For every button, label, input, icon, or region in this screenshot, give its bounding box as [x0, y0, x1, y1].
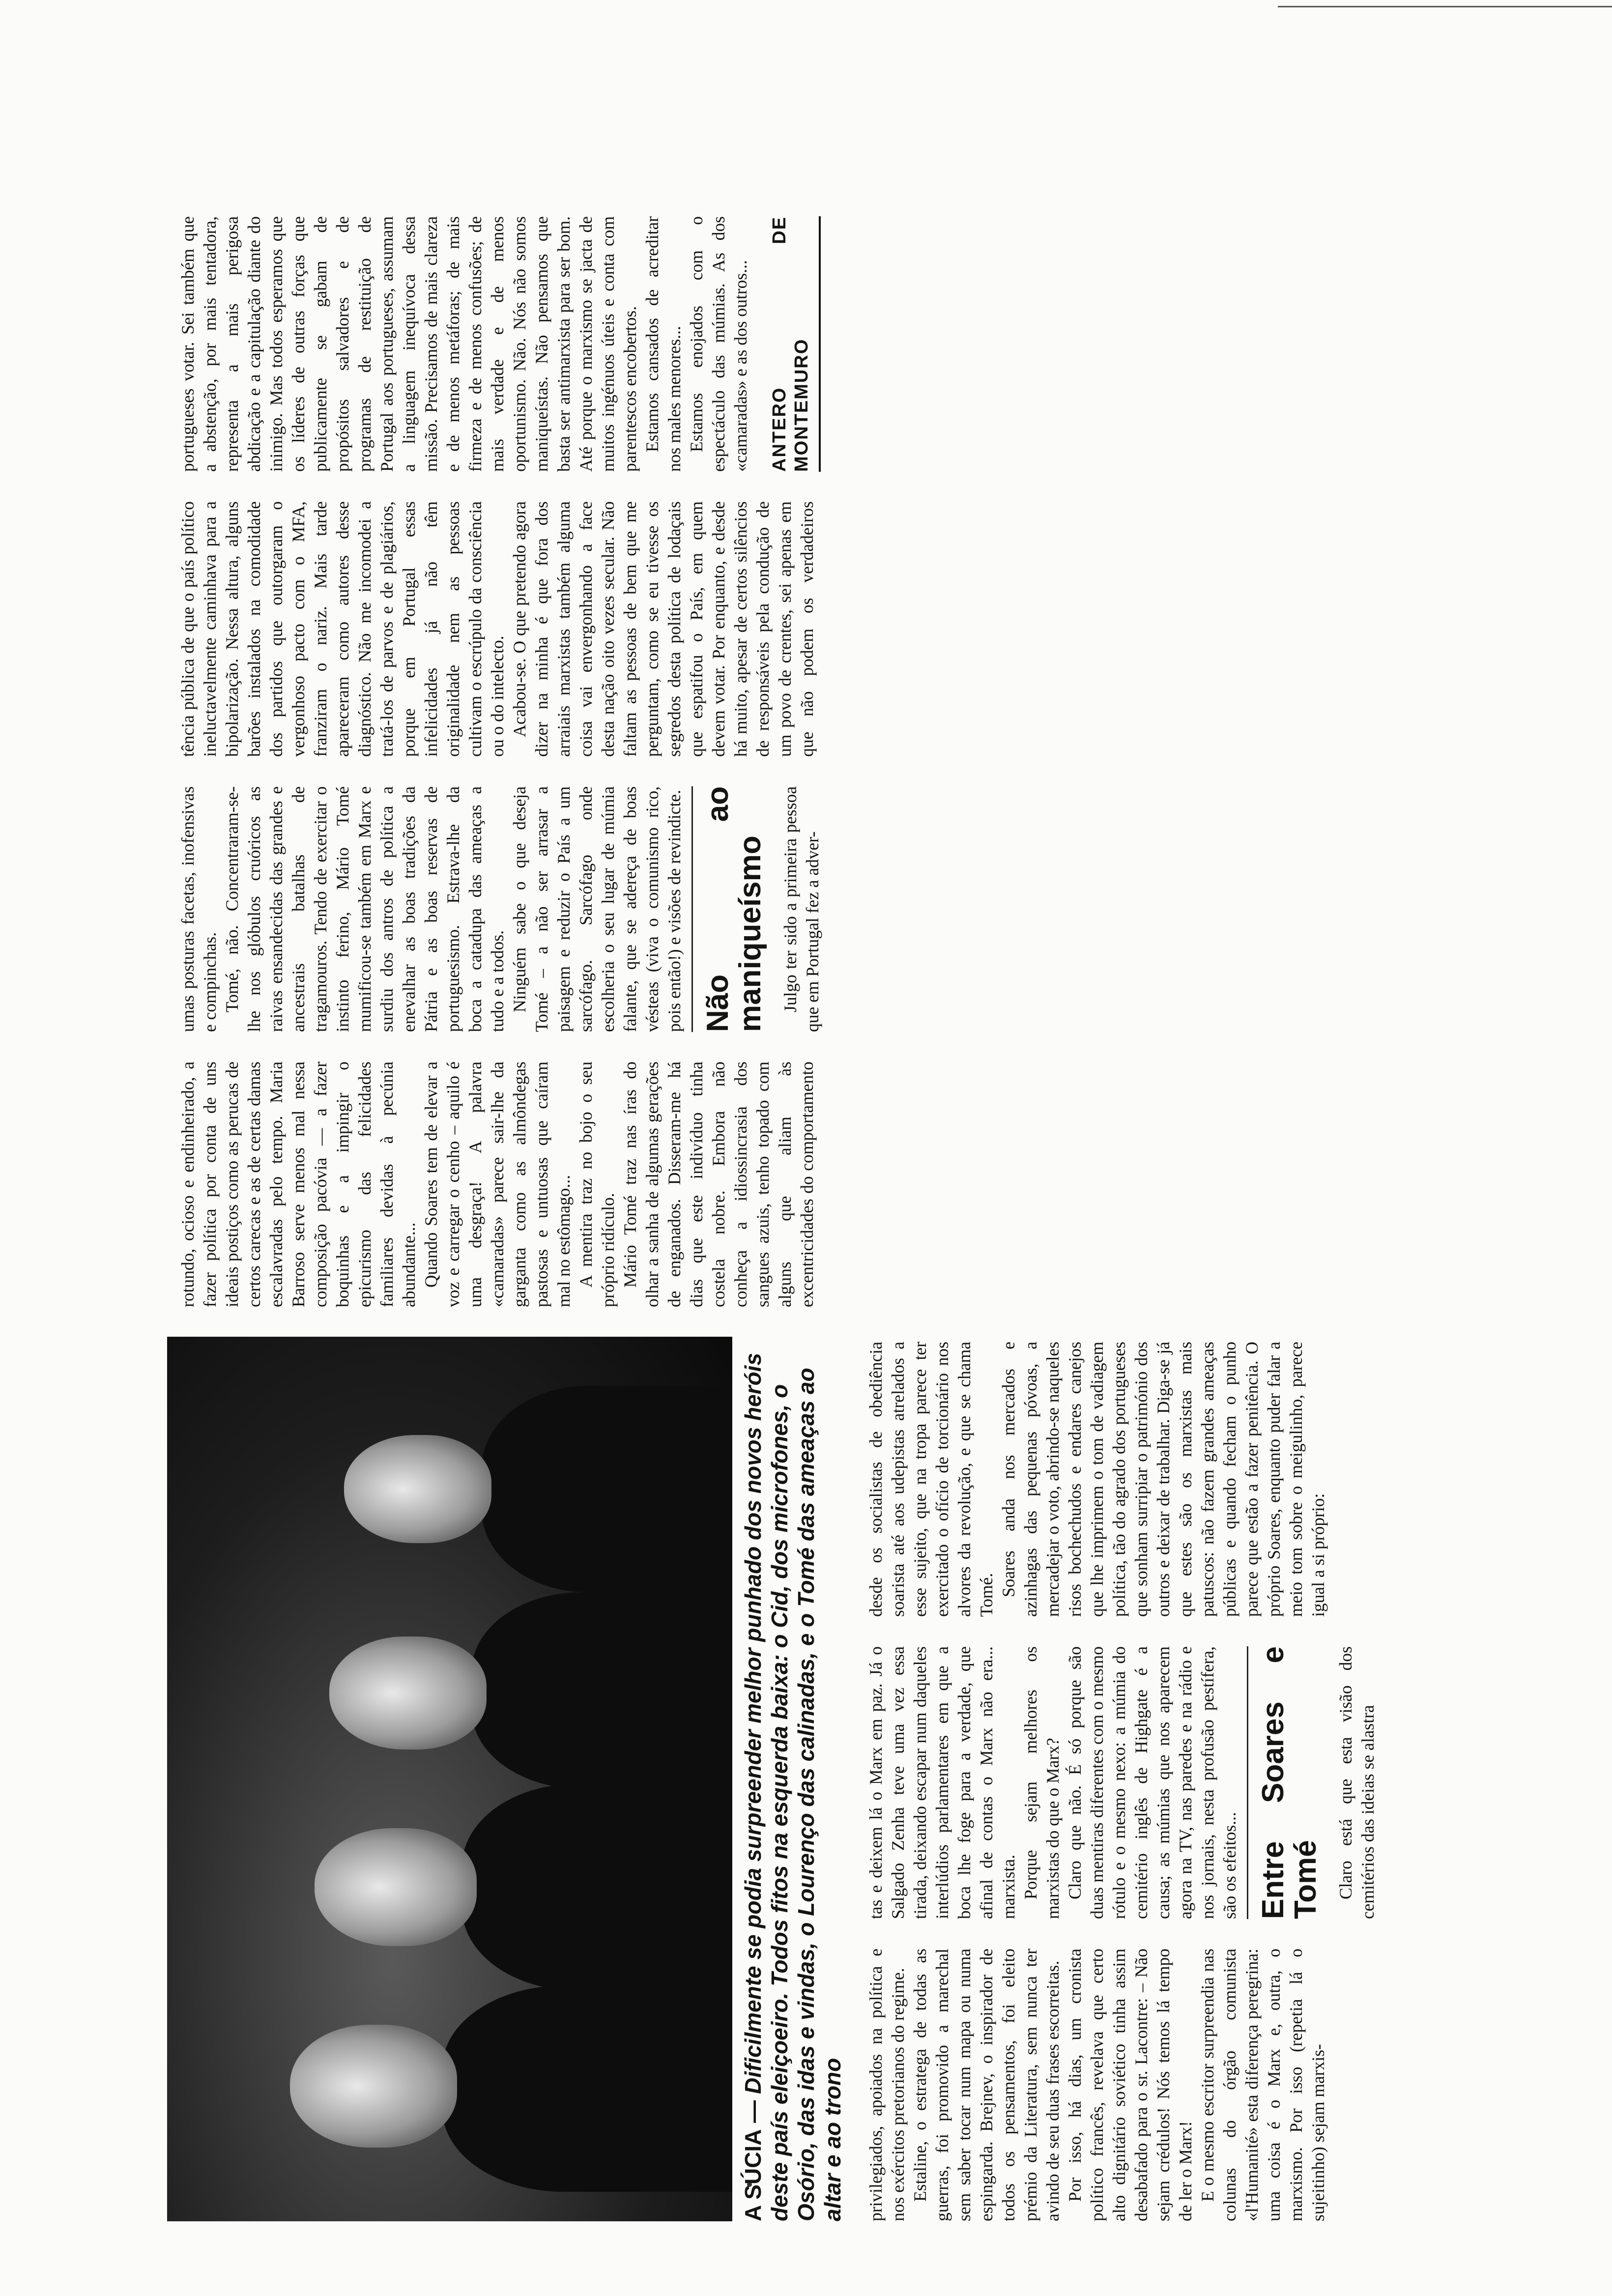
paragraph: E o mesmo escritor surpreendia nas colunas do órgão comunista «l'Humanité» esta diferença peregrina: uma coisa é o Marx e, outra, o marxismo. Por isso (repetia lá o sujeitinho) sejam marxis-: [1198, 1949, 1328, 2221]
column-4: [177, 786, 1484, 1307]
author-signature: ANTERO DE MONTEMURO: [769, 216, 812, 472]
paragraph: Estaline, o estratega de todas as guerras, foi promovido a marechal sem saber tocar num mapa ou numa espingarda. Brejnev, o inspirador de todos os pensamentos, foi eleito prémio da Literatura, sem nunca ter avindo de seu duas frases escorreitas.: [910, 1949, 1063, 2221]
paragraph: desde os socialistas de obediência soarista até aos udepistas atrelados a esse sujeito, que na tropa parece ter exercitado o ofício de torcionário nos alvores da revolução, e que se chama Tomé.: [866, 1342, 996, 1617]
paragraph: Tomé, não. Concentraram-se-lhe nos glóbulos cruóricos as raivas ensandecidas das grandes e ancestrais batalhas de tragamouros. Tendo de exercitar o instinto ferino, Mário Tomé mumificou-se também em Marx e surdiu dos antros de política a enevalhar as boas tradições da Pátria e as boas reservas de portuguesismo. Estrava-lhe da boca a catadupa das ameaças a tudo e a todos.: [222, 786, 507, 1032]
caption-lead: A SÚCIA: [740, 2129, 766, 2221]
paragraph: privilegiados, apoiados na política e nos exércitos pretorianos do regime.: [866, 1949, 908, 2221]
paragraph: Claro está que esta visão dos cemitérios das ideias se alastra: [1336, 1646, 1378, 1919]
paragraph: Mário Tomé traz nas íras do olhar a sanha de algumas gerações de enganados. Disseram-me há dias que este indivíduo tinha costela nobre. Embora não conheça a idiossincrasia dos sangues azuis, tenho topado com alguns que aliam às excentricidades do comportamento umas posturas facetas, inofensivas e compinchas.: [178, 786, 817, 1307]
paragraph: Ninguém sabe o que deseja Tomé – a não ser arrasar a paisagem e reduzir o País a um sarcófago. Sarcófago onde escolheria o seu lugar de múmia falante, que se adereça de boas vésteas (viva o comunismo rico, pois então!) e visões de revindicte.: [510, 786, 684, 1032]
subhead-rule: [691, 786, 693, 1032]
paragraph: Por isso, há dias, um cronista político francês, revelava que certo alto dignitário soviético tinha assim desabafado para o sr. Lacontre: – Não sejam crédulos! Nós temos lá tempo de ler o Marx!: [1065, 1949, 1195, 2221]
paragraph: Soares anda nos mercados e azinhagas das pequenas póvoas, a mercadejar o voto, abrindo-se naqueles risos bochechudos e endares canejos que lhe imprimem o tom de vadiagem política, tão do agrado dos portugueses que sonham surripiar o património dos outros e deixar de trabalhar. Diga-se já que estes são os marxistas mais patuscos: não fazem grandes ameaças públicas e quando fecham o punho parece que estão a fazer penitência. O próprio Soares, enquanto puder falar a meio tom sobre o meigulinho, parece igual a si próprio:: [999, 1342, 1328, 1617]
subhead-entre-soares-e-tome: Entre Soares e Tomé: [1256, 1646, 1323, 1919]
paragraph: rotundo, ocioso e endinheirado, a fazer política por conta de uns ideais postiços como as perucas de certos carecas e as de certas damas escalavradas pelo tempo. Maria Barroso serve menos mal nessa composição pacóvia — a fazer boquinhas e a impingir o epicurismo das felicidades familiares devidas à pecúnia abundante...: [178, 1062, 419, 1307]
signature-rule: [819, 216, 821, 472]
paragraph: Quando Soares tem de elevar a voz e carregar o cenho – aquilo é uma desgraça! A palavra «camaradas» parece sair-lhe da garganta como as almôndegas pastosas e untuosas que caíram mal no estômago...: [421, 1062, 574, 1307]
paragraph: Porque sejam melhores os marxistas do que o Marx?: [1021, 1646, 1063, 1919]
page-edge-rule: [1278, 6, 1612, 7]
paragraph: Acabou-se. O que pretendo agora dizer na minha é que fora dos arraiais marxistas também alguma coisa vai envergonhando a face desta nação oito vezes secular. Não faltam as pessoas de bem que me perguntam, como se eu tivesse os segredos desta política de lodaçais que espatifou o País, em quem devem votar. Por enquanto, e desde há muito, apesar de certos silêncios de responsáveis pela condução de um povo de crentes, sei apenas em que não podem os verdadeiros portugueses votar. Sei também que a abstenção, por mais tentadora, representa a mais perigosa abdicação e a capitulação diante do inimigo. Mas todos esperamos que os líderes de outras forças que publicamente se gabam de propósitos salvadores e de programas de restituição de Portugal aos portugueses, assumam a linguagem inequívoca dessa missão. Precisamos de mais clareza e de menos metáforas; de mais firmeza e de menos confusões; de mais verdade e de menos oportunismo. Não. Nós não somos maniqueístas. Não pensamos que basta ser antimarxista para ser bom. Até porque o marxismo se jacta de muitos ingénuos úteis e conta com parentescos encobertos.: [178, 216, 817, 757]
paragraph: Estamos enojados com o espectáculo das múmias. As dos «camaradas» e as dos outros...: [687, 216, 750, 472]
photo-caption: [740, 1337, 846, 2221]
column-3: [865, 1342, 1329, 1617]
paragraph: tência pública de que o país político ineluctavelmente caminhava para a bipolarização. Nessa altura, alguns barões instalados na comodidade dos partidos que outorgaram o vergonhoso pacto com o MFA, franziram o nariz. Mais tarde apareceram como autores desse diagnóstico. Não me incomodei a tratá-los de parvos e de plagiários, porque em Portugal essas infelicidades já não têm originalidade nem as pessoas cultivam o escrúpulo da consciência ou o do intelecto.: [178, 501, 507, 757]
paragraph: tas e deixem lá o Marx em paz. Já o Salgado Zenha teve uma vez essa tirada, deixando escapar num daqueles interlúdios parlamentares em que a boca lhe foge para a verdade, que afinal de contas o Marx não era... marxista.: [866, 1646, 1018, 1919]
column-2: [865, 1646, 1379, 1919]
subhead-rule: [1247, 1646, 1248, 1919]
caption-text: — Dificilmente se podia surpreender melhor punhado dos novos heróis deste país eleiçoeiro. Todos fitos na esquerda baixa: o Cid, dos microfones, o Osório, das idas e vindas, o Lourenço das calinadas, e o Tomé das ameaças ao altar e ao trono: [740, 1352, 845, 2221]
newspaper-clipping: [167, 197, 1494, 2221]
subhead-nao-ao-maniqueismo: Não ao maniqueísmo: [701, 786, 767, 1032]
paragraph: Claro que não. É só porque são duas mentiras diferentes com o mesmo rótulo e o mesmo nexo: a múmia do cemitério inglês de Highgate é a causa; as múmias que nos aparecem agora na TV, nas paredes e na rádio e nos jornais, nesta profusão pestífera, são os efeitos...: [1065, 1646, 1239, 1919]
photo-group-of-politicians: [167, 1337, 732, 2221]
paragraph: A mentira traz no bojo o seu próprio ridículo.: [576, 1062, 618, 1307]
paragraph: Julgo ter sido a primeira pessoa que em Portugal fez a adver-: [780, 786, 822, 1032]
column-5: [177, 216, 1484, 757]
column-1: [865, 1949, 1329, 2221]
paragraph: Estamos cansados de acreditar nos males menores...: [642, 216, 684, 472]
